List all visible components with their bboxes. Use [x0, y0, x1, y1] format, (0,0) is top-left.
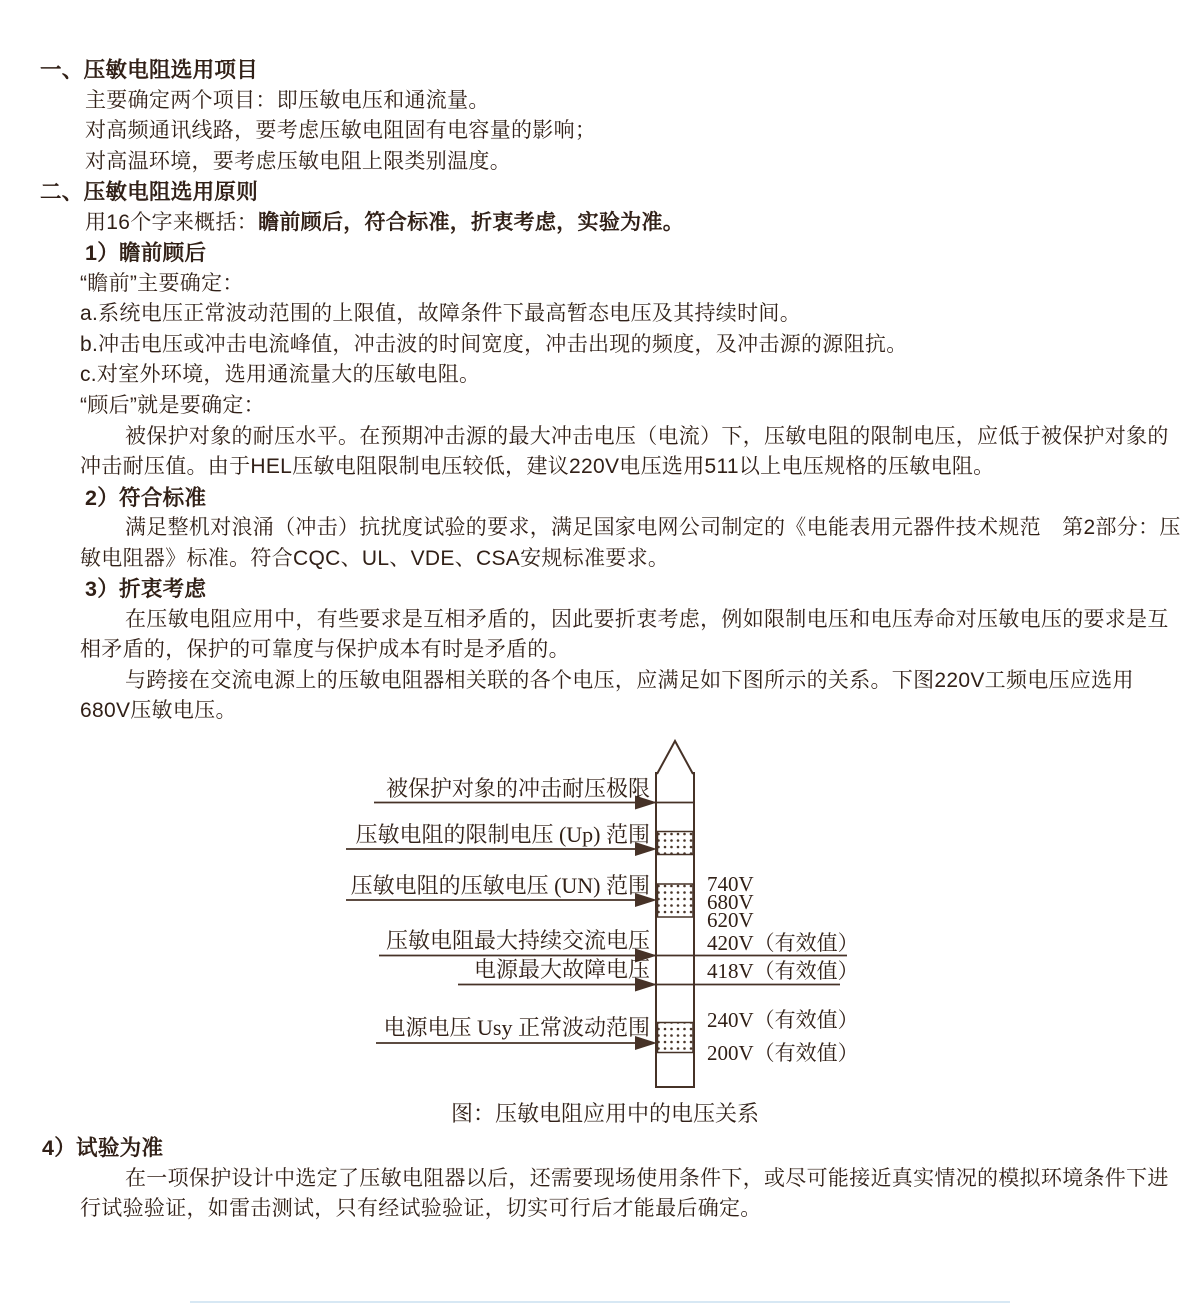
- body-line: 满足整机对浪涌（冲击）抗扰度试验的要求，满足国家电网公司制定的《电能表用元器件技术规范 第2部分：压: [125, 516, 1181, 540]
- body-line: a.系统电压正常波动范围的上限值，故障条件下最高暂态电压及其持续时间。: [80, 302, 802, 326]
- subsection-3-heading: 3）折衷考虑: [85, 577, 207, 602]
- body-line: 与跨接在交流电源上的压敏电阻器相关联的各个电压，应满足如下图所示的关系。下图220V工频电压应选用: [125, 668, 1134, 692]
- diagram-label-max-fault: 电源最大故障电压: [473, 957, 650, 982]
- up-range-box: [658, 832, 694, 855]
- voltage-value-200: 200V（有效值）: [707, 1041, 859, 1065]
- summary-prefix: 用16个字来概括：: [85, 210, 259, 234]
- diagram-caption: 图：压敏电阻应用中的电压关系: [450, 1101, 759, 1126]
- section-2-heading: 二、压敏电阻选用原则: [40, 180, 259, 205]
- voltage-value-740: 740V: [707, 872, 754, 896]
- body-line: 主要确定两个项目：即压敏电压和通流量。: [85, 88, 490, 112]
- body-line: 冲击耐压值。由于HEL压敏电阻限制电压较低，建议220V电压选用511以上电压规格的压敏电阻。: [80, 455, 995, 479]
- body-line: 对高频通讯线路，要考虑压敏电阻固有电容量的影响；: [85, 119, 597, 143]
- usy-range-box: [658, 1023, 694, 1053]
- section-1-heading: 一、压敏电阻选用项目: [40, 58, 259, 82]
- page-bottom-rule: [190, 1301, 1010, 1303]
- diagram-label-un-range: 压敏电阻的压敏电压 (UN) 范围: [350, 873, 650, 898]
- body-line: 680V压敏电压。: [80, 699, 237, 723]
- subsection-2-heading: 2）符合标准: [85, 485, 207, 510]
- voltage-value-420: 420V（有效值）: [707, 931, 859, 955]
- voltage-value-240: 240V（有效值）: [707, 1008, 859, 1032]
- body-line: c.对室外环境，选用通流量大的压敏电阻。: [80, 363, 481, 387]
- subsection-1-heading: 1）瞻前顾后: [85, 241, 207, 266]
- summary-emphasis: 瞻前顾后，符合标准，折衷考虑，实验为准。: [258, 210, 685, 234]
- diagram-label-max-ac: 压敏电阻最大持续交流电压: [385, 928, 650, 953]
- diagram-label-usy-range: 电源电压 Usy 正常波动范围: [383, 1015, 650, 1040]
- un-range-box: [658, 884, 694, 917]
- voltage-value-680: 680V: [707, 890, 754, 914]
- body-line: 被保护对象的耐压水平。在预期冲击源的最大冲击电压（电流）下，压敏电阻的限制电压，应低于被保护对象的: [125, 424, 1169, 448]
- diagram-label-impulse-limit: 被保护对象的冲击耐压极限: [385, 776, 650, 801]
- body-line: 敏电阻器》标准。符合CQC、UL、VDE、CSA安规标准要求。: [80, 546, 670, 570]
- body-line: 行试验验证，如雷击测试，只有经试验验证，切实可行后才能最后确定。: [80, 1197, 762, 1221]
- column-pointed-top: [657, 741, 693, 774]
- voltage-value-620: 620V: [707, 908, 754, 932]
- body-line: 相矛盾的，保护的可靠度与保护成本有时是矛盾的。: [80, 638, 570, 662]
- body-line: 在一项保护设计中选定了压敏电阻器以后，还需要现场使用条件下，或尽可能接近真实情况的模拟环境条件下进: [125, 1166, 1169, 1190]
- diagram-label-up-range: 压敏电阻的限制电压 (Up) 范围: [355, 822, 650, 847]
- body-line: “瞻前”主要确定：: [80, 271, 244, 295]
- body-line: “顾后”就是要确定：: [80, 394, 265, 418]
- subsection-4-heading: 4）试验为准: [42, 1136, 164, 1160]
- body-line: 在压敏电阻应用中，有些要求是互相矛盾的，因此要折衷考虑，例如限制电压和电压寿命对压敏电压的要求是互: [125, 607, 1169, 631]
- body-line: 对高温环境，要考虑压敏电阻上限类别温度。: [85, 149, 511, 173]
- body-line: b.冲击电压或冲击电流峰值，冲击波的时间宽度，冲击出现的频度，及冲击源的源阻抗。: [80, 332, 908, 356]
- voltage-value-418: 418V（有效值）: [707, 959, 859, 983]
- section-4: [0, 1133, 1200, 1225]
